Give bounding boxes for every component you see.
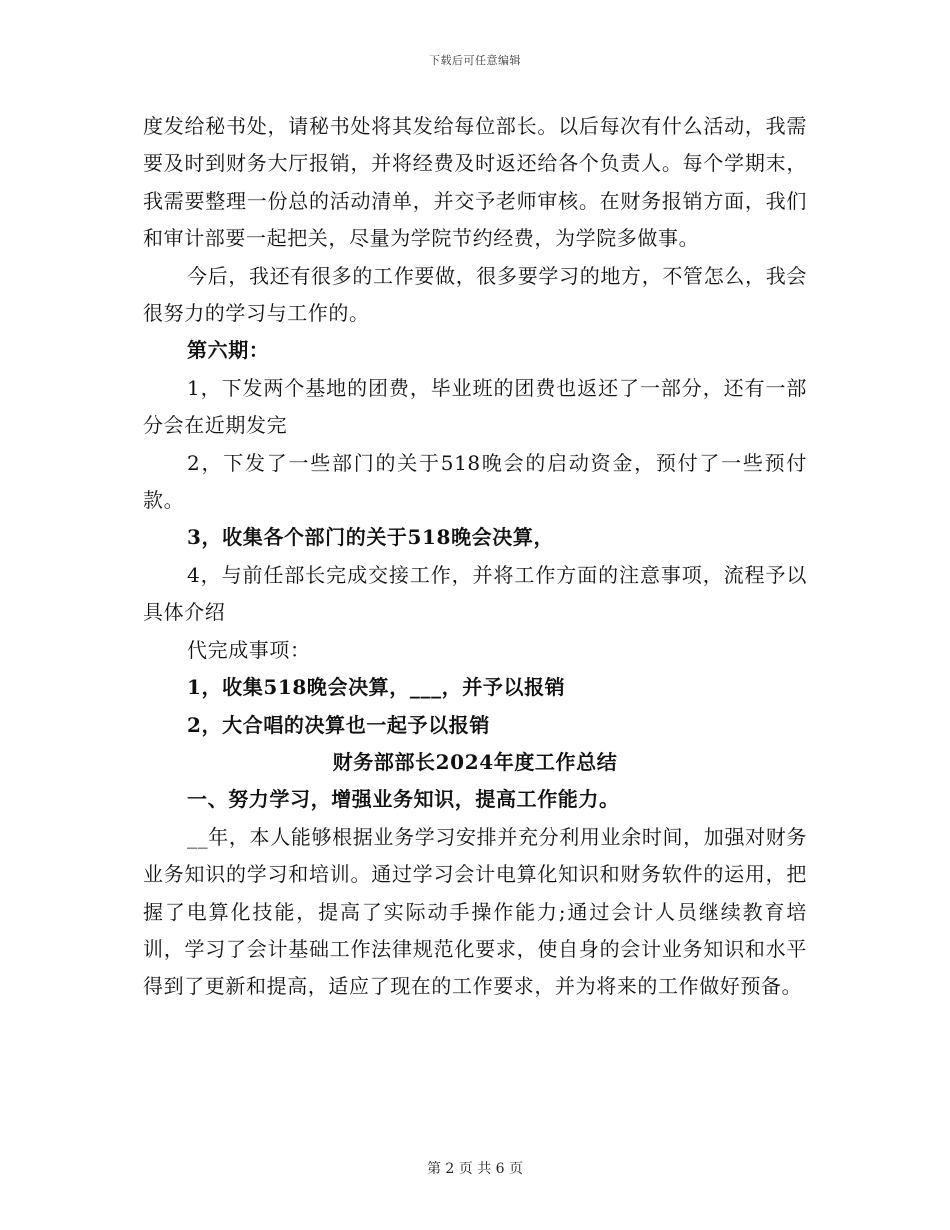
paragraph-continued: 度发给秘书处，请秘书处将其发给每位部长。以后每次有什么活动，我需要及时到财务大厅报销，并将经费及时返还给各个负责人。每个学期末，我需要整理一份总的活动清单，并交予老师审核。在财务报销方面，我们和审计部要一起把关，尽量为学院节约经费，为学院多做事。 (143, 114, 807, 251)
pending-item-2: 2，大合唱的决算也一起予以报销 (187, 712, 490, 737)
document-title: 财务部部长2024年度工作总结 (332, 749, 618, 774)
list-item-2: 2，下发了一些部门的关于518晚会的启动资金，预付了一些预付款。 (143, 450, 807, 513)
list-item-4: 4，与前任部长完成交接工作，并将工作方面的注意事项，流程予以具体介绍 (143, 562, 807, 625)
paragraph-study-details: __年，本人能够根据业务学习安排并充分利用业余时间，加强对财务业务知识的学习和培训。通过学习会计电算化知识和财务软件的运用，把握了电算化技能，提高了实际动手操作能力;通过会计人员继续教育培训，学习了会计基础工作法律规范化要求，使自身的会计业务知识和水平得到了更新和提高，适应了现在的工作要求，并为将来的工作做好预备。 (143, 824, 807, 999)
paragraph-future-work: 今后，我还有很多的工作要做，很多要学习的地方，不管怎么，我会很努力的学习与工作的。 (143, 263, 807, 326)
section-heading-sixth-term: 第六期： (187, 338, 270, 363)
list-item-3: 3，收集各个部门的关于518晚会决算， (187, 525, 555, 550)
page-footer: 第 2 页 共 6 页 (426, 1161, 524, 1177)
section-heading-study: 一、努力学习，增强业务知识，提高工作能力。 (187, 787, 620, 812)
pending-item-1: 1，收集518晚会决算，___，并予以报销 (187, 675, 566, 700)
list-item-1: 1，下发两个基地的团费，毕业班的团费也返还了一部分，还有一部分会在近期发完 (143, 375, 807, 438)
pending-items-heading: 代完成事项： (187, 637, 311, 662)
page-header: 下载后可任意编辑 (429, 54, 521, 67)
document-body (143, 108, 807, 1006)
